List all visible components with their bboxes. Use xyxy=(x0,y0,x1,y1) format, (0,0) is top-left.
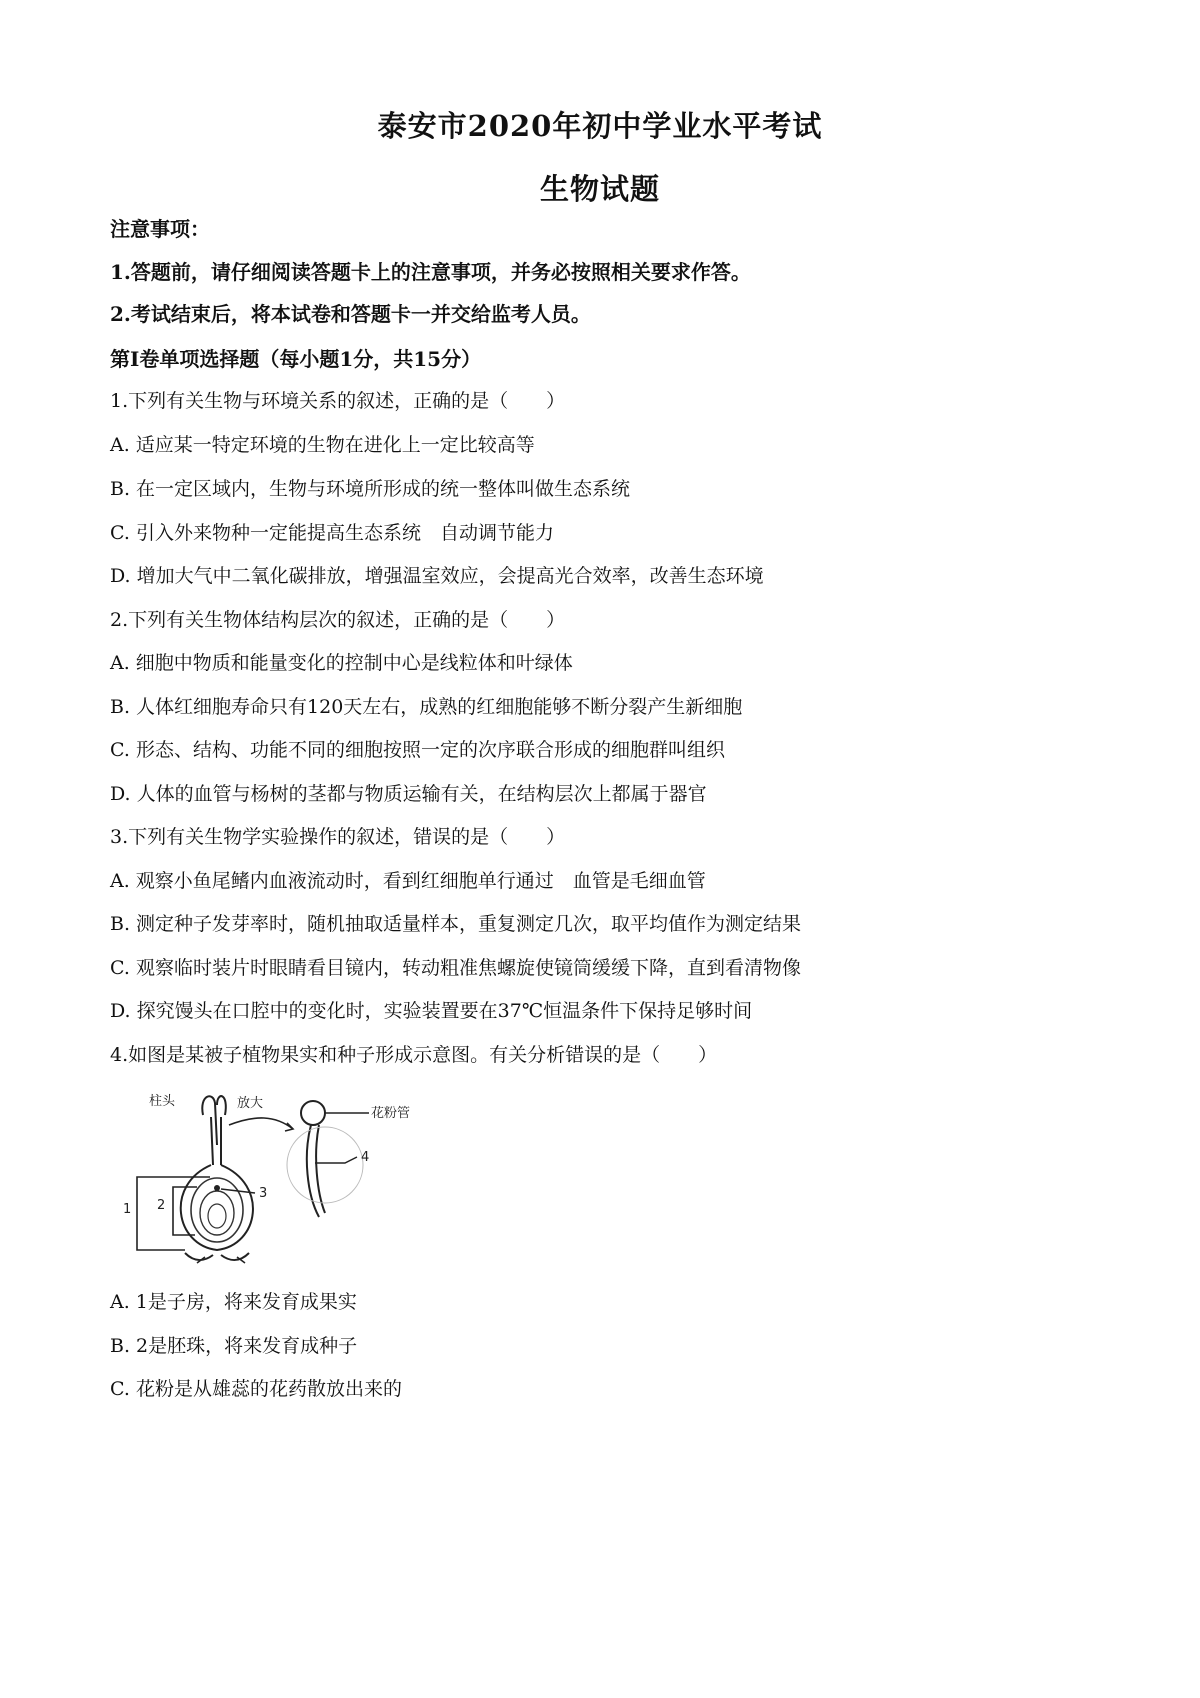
label-1: 1 xyxy=(123,1202,132,1217)
question-2-option-a: A. 细胞中物质和能量变化的控制中心是线粒体和叶绿体 xyxy=(110,652,573,674)
label-pollen-tube: 花粉管 xyxy=(371,1106,411,1121)
question-3-stem: 3.下列有关生物学实验操作的叙述，错误的是（ ） xyxy=(110,826,566,848)
notice-heading: 注意事项： xyxy=(110,217,210,241)
question-4-option-b: B. 2是胚珠，将来发育成种子 xyxy=(110,1335,358,1357)
question-3-option-c: C. 观察临时装片时眼睛看目镜内，转动粗准焦螺旋使镜筒缓缓下降，直到看清物像 xyxy=(110,957,801,979)
question-1-option-c: C. 引入外来物种一定能提高生态系统 自动调节能力 xyxy=(110,522,554,544)
question-4-option-a: A. 1是子房，将来发育成果实 xyxy=(110,1291,357,1313)
question-3-option-a: A. 观察小鱼尾鳍内血液流动时，看到红细胞单行通过 血管是毛细血管 xyxy=(110,870,706,892)
label-magnify: 放大 xyxy=(237,1096,264,1111)
notice-item-1: 1.答题前，请仔细阅读答题卡上的注意事项，并务必按照相关要求作答。 xyxy=(110,260,751,284)
flower-diagram xyxy=(125,1085,455,1275)
question-2-option-d: D. 人体的血管与杨树的茎都与物质运输有关，在结构层次上都属于器官 xyxy=(110,783,707,805)
flower-diagram-svg xyxy=(125,1085,455,1275)
question-4-option-c: C. 花粉是从雄蕊的花药散放出来的 xyxy=(110,1378,402,1400)
question-2-stem: 2.下列有关生物体结构层次的叙述，正确的是（ ） xyxy=(110,609,566,631)
question-1-option-a: A. 适应某一特定环境的生物在进化上一定比较高等 xyxy=(110,434,535,456)
question-2-option-b: B. 人体红细胞寿命只有120天左右，成熟的红细胞能够不断分裂产生新细胞 xyxy=(110,696,743,718)
label-4: 4 xyxy=(361,1150,370,1165)
question-2-option-c: C. 形态、结构、功能不同的细胞按照一定的次序联合形成的细胞群叫组织 xyxy=(110,739,725,761)
question-1-stem: 1.下列有关生物与环境关系的叙述，正确的是（ ） xyxy=(110,390,566,412)
question-1-option-b: B. 在一定区域内，生物与环境所形成的统一整体叫做生态系统 xyxy=(110,478,631,500)
section-heading: 第Ⅰ卷单项选择题（每小题1分，共15分） xyxy=(110,347,482,371)
label-2: 2 xyxy=(157,1198,166,1213)
question-1-option-d: D. 增加大气中二氧化碳排放，增强温室效应，会提高光合效率，改善生态环境 xyxy=(110,565,764,587)
exam-subtitle: 生物试题 xyxy=(539,172,660,206)
notice-item-2: 2.考试结束后，将本试卷和答题卡一并交给监考人员。 xyxy=(110,302,591,326)
question-3-option-d: D. 探究馒头在口腔中的变化时，实验装置要在37℃恒温条件下保持足够时间 xyxy=(110,1000,753,1022)
label-3: 3 xyxy=(259,1186,268,1201)
question-4-stem: 4.如图是某被子植物果实和种子形成示意图。有关分析错误的是（ ） xyxy=(110,1044,718,1066)
label-stigma: 柱头 xyxy=(149,1094,176,1109)
exam-title: 泰安市2020年初中学业水平考试 xyxy=(377,109,823,143)
question-3-option-b: B. 测定种子发芽率时，随机抽取适量样本，重复测定几次，取平均值作为测定结果 xyxy=(110,913,802,935)
